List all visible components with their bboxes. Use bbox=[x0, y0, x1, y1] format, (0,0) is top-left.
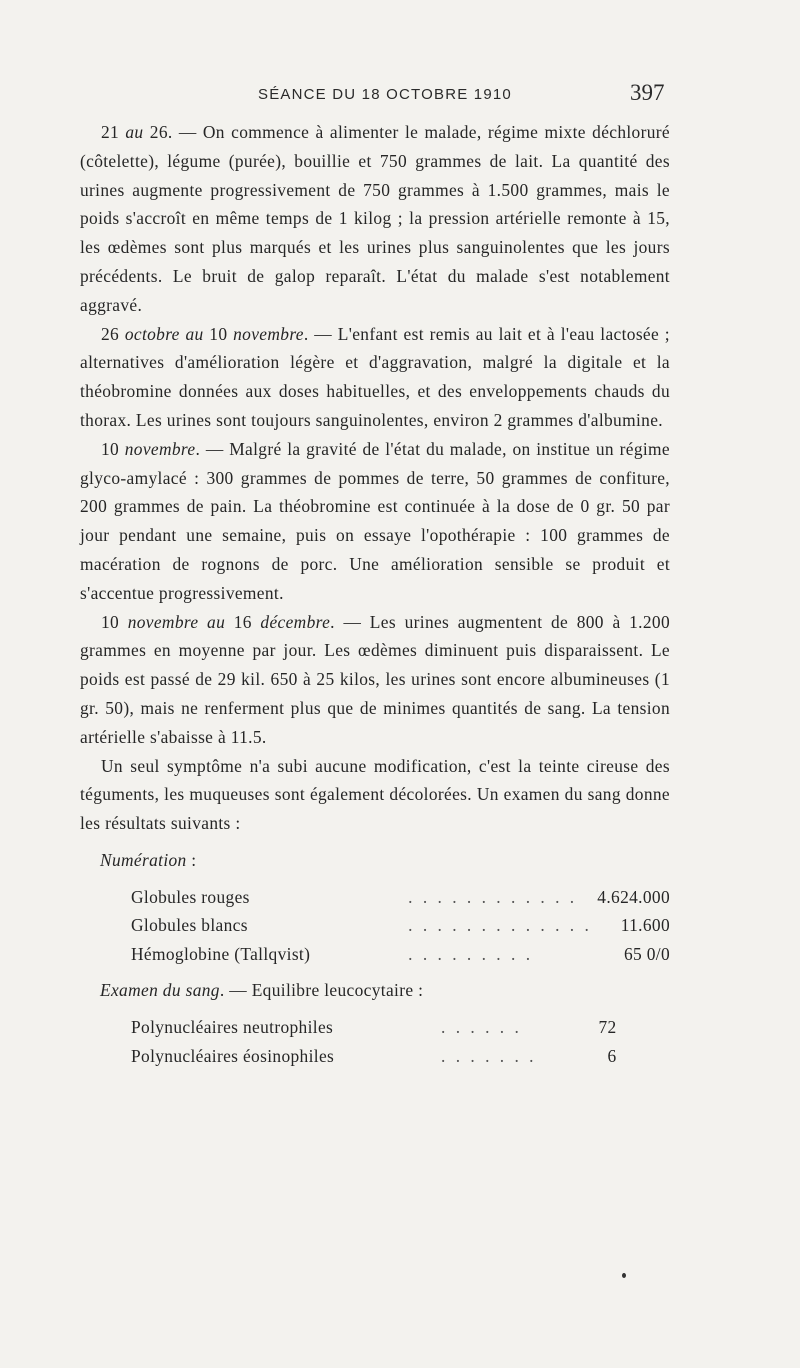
body-text bbox=[80, 118, 670, 1070]
running-title: SÉANCE DU 18 OCTOBRE 1910 bbox=[258, 86, 512, 103]
italic-segment: décembre bbox=[260, 611, 331, 632]
row-value: 6 bbox=[607, 1045, 617, 1066]
text-segment: Un seul symptôme n'a subi aucune modification, c'est la teinte cireuse des téguments, les muqueuses sont également décolorées. Un examen du sang donne les résultats suivants : bbox=[80, 755, 670, 834]
row-label: Globules blancs bbox=[131, 915, 248, 936]
page-header bbox=[0, 80, 800, 110]
text-segment: . — L'enfant est remis au lait et à l'eau lactosée ; alternatives d'amélioration légère et d'aggravation, malgré la digitale et la théobromine données aux doses habituelles, et des enveloppements chauds du thorax. Les urines sont toujours sanguinolentes, environ 2 grammes d'albumine. bbox=[80, 323, 670, 430]
italic-segment: novembre bbox=[124, 438, 196, 459]
row-dots: . . . . . . . . . . . . . bbox=[408, 915, 592, 936]
row-dots: . . . . . . . . . . . . bbox=[408, 886, 578, 907]
table-row bbox=[131, 940, 670, 969]
text-segment: . — Malgré la gravité de l'état du malade, on institue un régime glyco-amylacé : 300 grammes de pommes de terre, 50 grammes de confiture, 200 grammes de pain. La théobromine est continuée à la dose de 0 gr. 50 par jour pendant une semaine, puis on essaye l'opothérapie : 100 grammes de macération de rognons de porc. Une amélioration sensible se produit et s'accentue progressivement. bbox=[80, 438, 670, 603]
paragraph bbox=[80, 608, 670, 752]
text-segment: 21 bbox=[101, 122, 126, 142]
paper-speck bbox=[622, 1273, 626, 1278]
row-label: Polynucléaires neutrophiles bbox=[131, 1017, 334, 1038]
numeration-heading bbox=[100, 846, 670, 875]
row-label: Polynucléaires éosinophiles bbox=[131, 1045, 335, 1066]
row-dots: . . . . . . bbox=[441, 1017, 522, 1038]
paragraph bbox=[80, 320, 670, 435]
text-segment: 10 bbox=[203, 323, 234, 344]
text-segment: 10 bbox=[101, 611, 128, 632]
row-label: Hémoglobine (Tallqvist) bbox=[131, 943, 311, 964]
table-row bbox=[131, 911, 670, 940]
row-value: 72 bbox=[598, 1017, 617, 1038]
table-row bbox=[131, 1013, 617, 1042]
row-value: 4.624.000 bbox=[597, 886, 670, 907]
row-label: Globules rouges bbox=[131, 886, 250, 907]
italic-segment: novembre au bbox=[127, 611, 226, 632]
table-row bbox=[131, 1042, 617, 1071]
paragraph bbox=[80, 435, 670, 608]
page-number: 397 bbox=[630, 80, 665, 105]
italic-segment: novembre bbox=[233, 323, 304, 344]
row-dots: . . . . . . . . . bbox=[408, 943, 534, 964]
row-dots: . . . . . . . bbox=[441, 1045, 537, 1066]
table-row bbox=[131, 883, 670, 912]
examen-heading bbox=[100, 976, 670, 1005]
italic-segment: au bbox=[125, 122, 144, 142]
examen-title: Examen du sang bbox=[100, 980, 220, 1001]
text-segment: . — Les urines augmentent de 800 à 1.200 grammes en moyenne par jour. Les œdèmes diminuent puis disparaissent. Le poids est passé de 29 kil. 650 à 25 kilos, les urines sont encore albumineuses (1 gr. 50), mais ne renferment plus que de minimes quantités de sang. La tension artérielle s'abaisse à 11.5. bbox=[80, 611, 670, 747]
text-segment: 10 bbox=[101, 438, 125, 459]
paragraph bbox=[80, 118, 670, 320]
italic-segment: octobre au bbox=[124, 323, 204, 344]
paragraph bbox=[80, 752, 670, 838]
examen-rest: . — Equilibre leucocytaire : bbox=[219, 980, 424, 1001]
examen-table bbox=[131, 1013, 617, 1070]
row-value: 65 0/0 bbox=[623, 943, 670, 964]
row-value: 11.600 bbox=[620, 915, 670, 936]
text-segment: 26 bbox=[101, 323, 125, 344]
text-segment: 26. — On commence à alimenter le malade, régime mixte déchloruré (côtelette), légume (purée), bouillie et 750 grammes de lait. La quantité des urines augmente progressivement de 750 grammes à 1.500 grammes, mais le poids s'accroît en même temps de 1 kilog ; la pression artérielle remonte à 15, les œdèmes sont plus marqués et les urines plus sanguinolentes que les jours précédents. Le bruit de galop reparaît. L'état du malade s'est notablement aggravé. bbox=[80, 122, 670, 315]
paragraph-list bbox=[80, 118, 670, 838]
numeration-title: Numération bbox=[100, 849, 187, 870]
numeration-colon: : bbox=[186, 849, 197, 870]
text-segment: 16 bbox=[225, 611, 261, 632]
numeration-table bbox=[131, 883, 670, 969]
